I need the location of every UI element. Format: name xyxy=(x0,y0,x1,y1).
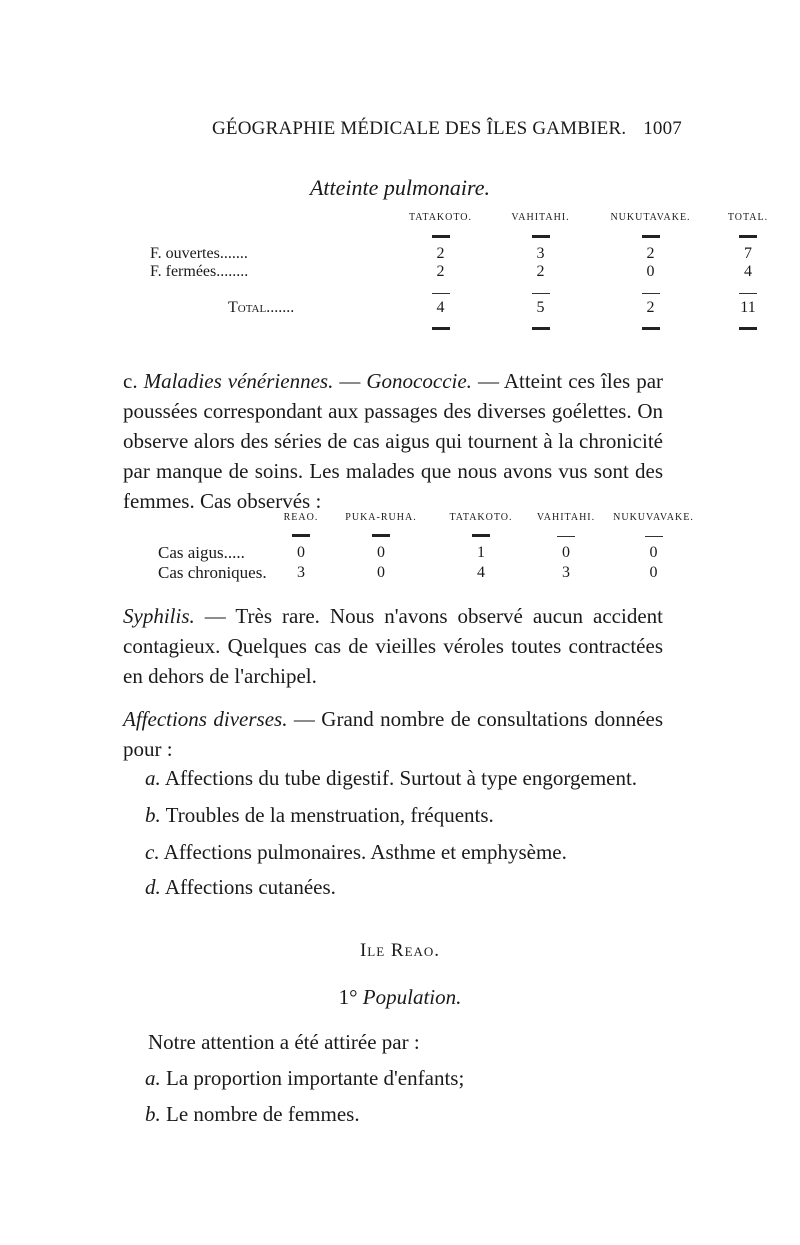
table-total-row xyxy=(150,299,793,317)
table-row xyxy=(158,563,696,583)
table-cell: 0 xyxy=(377,544,385,561)
section-title: Affections diverses. xyxy=(123,707,288,731)
list-text: Affections du tube digestif. Surtout à type engorgement. xyxy=(164,766,638,790)
row-label: Cas chroniques. xyxy=(158,563,267,582)
table-cell: 0 xyxy=(649,564,658,581)
list-text: Affections pulmonaires. Asthme et emphysème. xyxy=(163,840,567,864)
table-row xyxy=(158,543,696,563)
paragraph-syphilis xyxy=(123,601,663,691)
list-item xyxy=(145,875,336,900)
table-header-row xyxy=(150,212,793,223)
list-letter: c. xyxy=(145,840,160,864)
row-label-total: Total....... xyxy=(228,299,295,316)
separator: — xyxy=(293,707,315,731)
column-header: VAHITAHI. xyxy=(511,212,570,223)
subsection-number: 1° xyxy=(338,985,358,1009)
table-title-atteinte-pulmonaire: Atteinte pulmonaire. xyxy=(309,175,491,200)
table-cell: 0 xyxy=(297,544,305,561)
section-heading-ile-reao: Ile Reao. xyxy=(359,940,441,961)
separator: — xyxy=(204,604,226,628)
table-cell: 2 xyxy=(436,263,445,280)
paragraph-maladies-veneriennes xyxy=(123,366,663,516)
list-letter: b. xyxy=(145,803,161,827)
table-cell: 4 xyxy=(436,299,445,316)
separator: — xyxy=(477,369,499,393)
table-cell: 3 xyxy=(562,564,570,581)
table-atteinte-pulmonaire xyxy=(150,212,793,335)
list-text: Affections cutanées. xyxy=(164,875,336,899)
table-row xyxy=(150,245,793,263)
list-text: Le nombre de femmes. xyxy=(166,1102,360,1126)
table-cell: 7 xyxy=(744,245,752,262)
list-item xyxy=(145,766,637,791)
table-cell: 2 xyxy=(536,263,545,280)
paragraph-intro: Notre attention a été attirée par : xyxy=(148,1030,420,1054)
list-letter: b. xyxy=(145,1102,161,1126)
table-cell: 11 xyxy=(740,299,756,316)
table-cell: 0 xyxy=(562,544,570,561)
list-item xyxy=(145,1102,360,1127)
column-header: NUKUVAVAKE. xyxy=(613,512,694,523)
list-text: La proportion importante d'enfants; xyxy=(166,1066,465,1090)
row-label: Cas aigus..... xyxy=(158,543,245,562)
list-text: Troubles de la menstruation, fréquents. xyxy=(165,803,494,827)
table-cell: 5 xyxy=(536,299,545,316)
section-title: Syphilis. xyxy=(123,604,195,628)
table-cell: 3 xyxy=(297,564,305,581)
paragraph-text: Atteint ces îles par poussées correspondant aux passages des diverses goélettes. On observe alors des séries de cas aigus qui tournent à la chronicité par manque de soins. Les malades que nous avons vus sont des femmes. Cas observés : xyxy=(123,369,664,513)
list-letter: d. xyxy=(145,875,161,899)
list-letter: a. xyxy=(145,766,161,790)
running-head xyxy=(212,118,682,140)
table-cell: 4 xyxy=(477,564,485,581)
column-header: TOTAL. xyxy=(727,212,769,223)
table-cell: 4 xyxy=(744,263,752,280)
list-letter: a. xyxy=(145,1066,161,1090)
paragraph-affections-diverses xyxy=(123,704,663,764)
list-item xyxy=(145,840,567,865)
column-header: VAHITAHI. xyxy=(536,512,596,523)
column-header: TATAKOTO. xyxy=(449,512,513,523)
column-header: NUKUTAVAKE. xyxy=(610,212,691,223)
subsection-heading-population xyxy=(0,985,800,1010)
list-item xyxy=(145,1066,464,1091)
section-title: Maladies vénériennes. xyxy=(143,369,334,393)
table-cell: 2 xyxy=(646,245,655,262)
table-cell: 0 xyxy=(646,263,655,280)
section-letter: c. xyxy=(123,369,138,393)
table-cell: 0 xyxy=(377,564,385,581)
table-cell: 3 xyxy=(536,245,545,262)
row-label: F. fermées........ xyxy=(150,263,249,280)
row-label: F. ouvertes....... xyxy=(150,245,248,262)
section-subtitle: Gonococcie. xyxy=(366,369,472,393)
table-cell: 0 xyxy=(649,544,658,561)
separator: — xyxy=(339,369,361,393)
column-header: REAO. xyxy=(283,512,319,523)
table-cell: 2 xyxy=(436,245,445,262)
paragraph-text: Très rare. Nous n'avons observé aucun accident contagieux. Quelques cas de vieilles véroles toutes contractées en dehors de l'archipel. xyxy=(123,604,663,688)
table-cell: 2 xyxy=(646,299,655,316)
table-row xyxy=(150,263,793,281)
table-cas-observes xyxy=(158,512,696,583)
list-item xyxy=(145,803,494,828)
table-header-row xyxy=(158,512,696,523)
page-header-title: GÉOGRAPHIE MÉDICALE DES ÎLES GAMBIER. xyxy=(212,118,627,139)
paragraph-text: Grand nombre de consultations données pour : xyxy=(123,707,664,761)
subsection-title: Population. xyxy=(362,985,462,1009)
column-header: PUKA-RUHA. xyxy=(345,512,417,523)
page-number: 1007 xyxy=(643,118,682,139)
table-cell: 1 xyxy=(477,544,485,561)
column-header: TATAKOTO. xyxy=(408,212,473,223)
